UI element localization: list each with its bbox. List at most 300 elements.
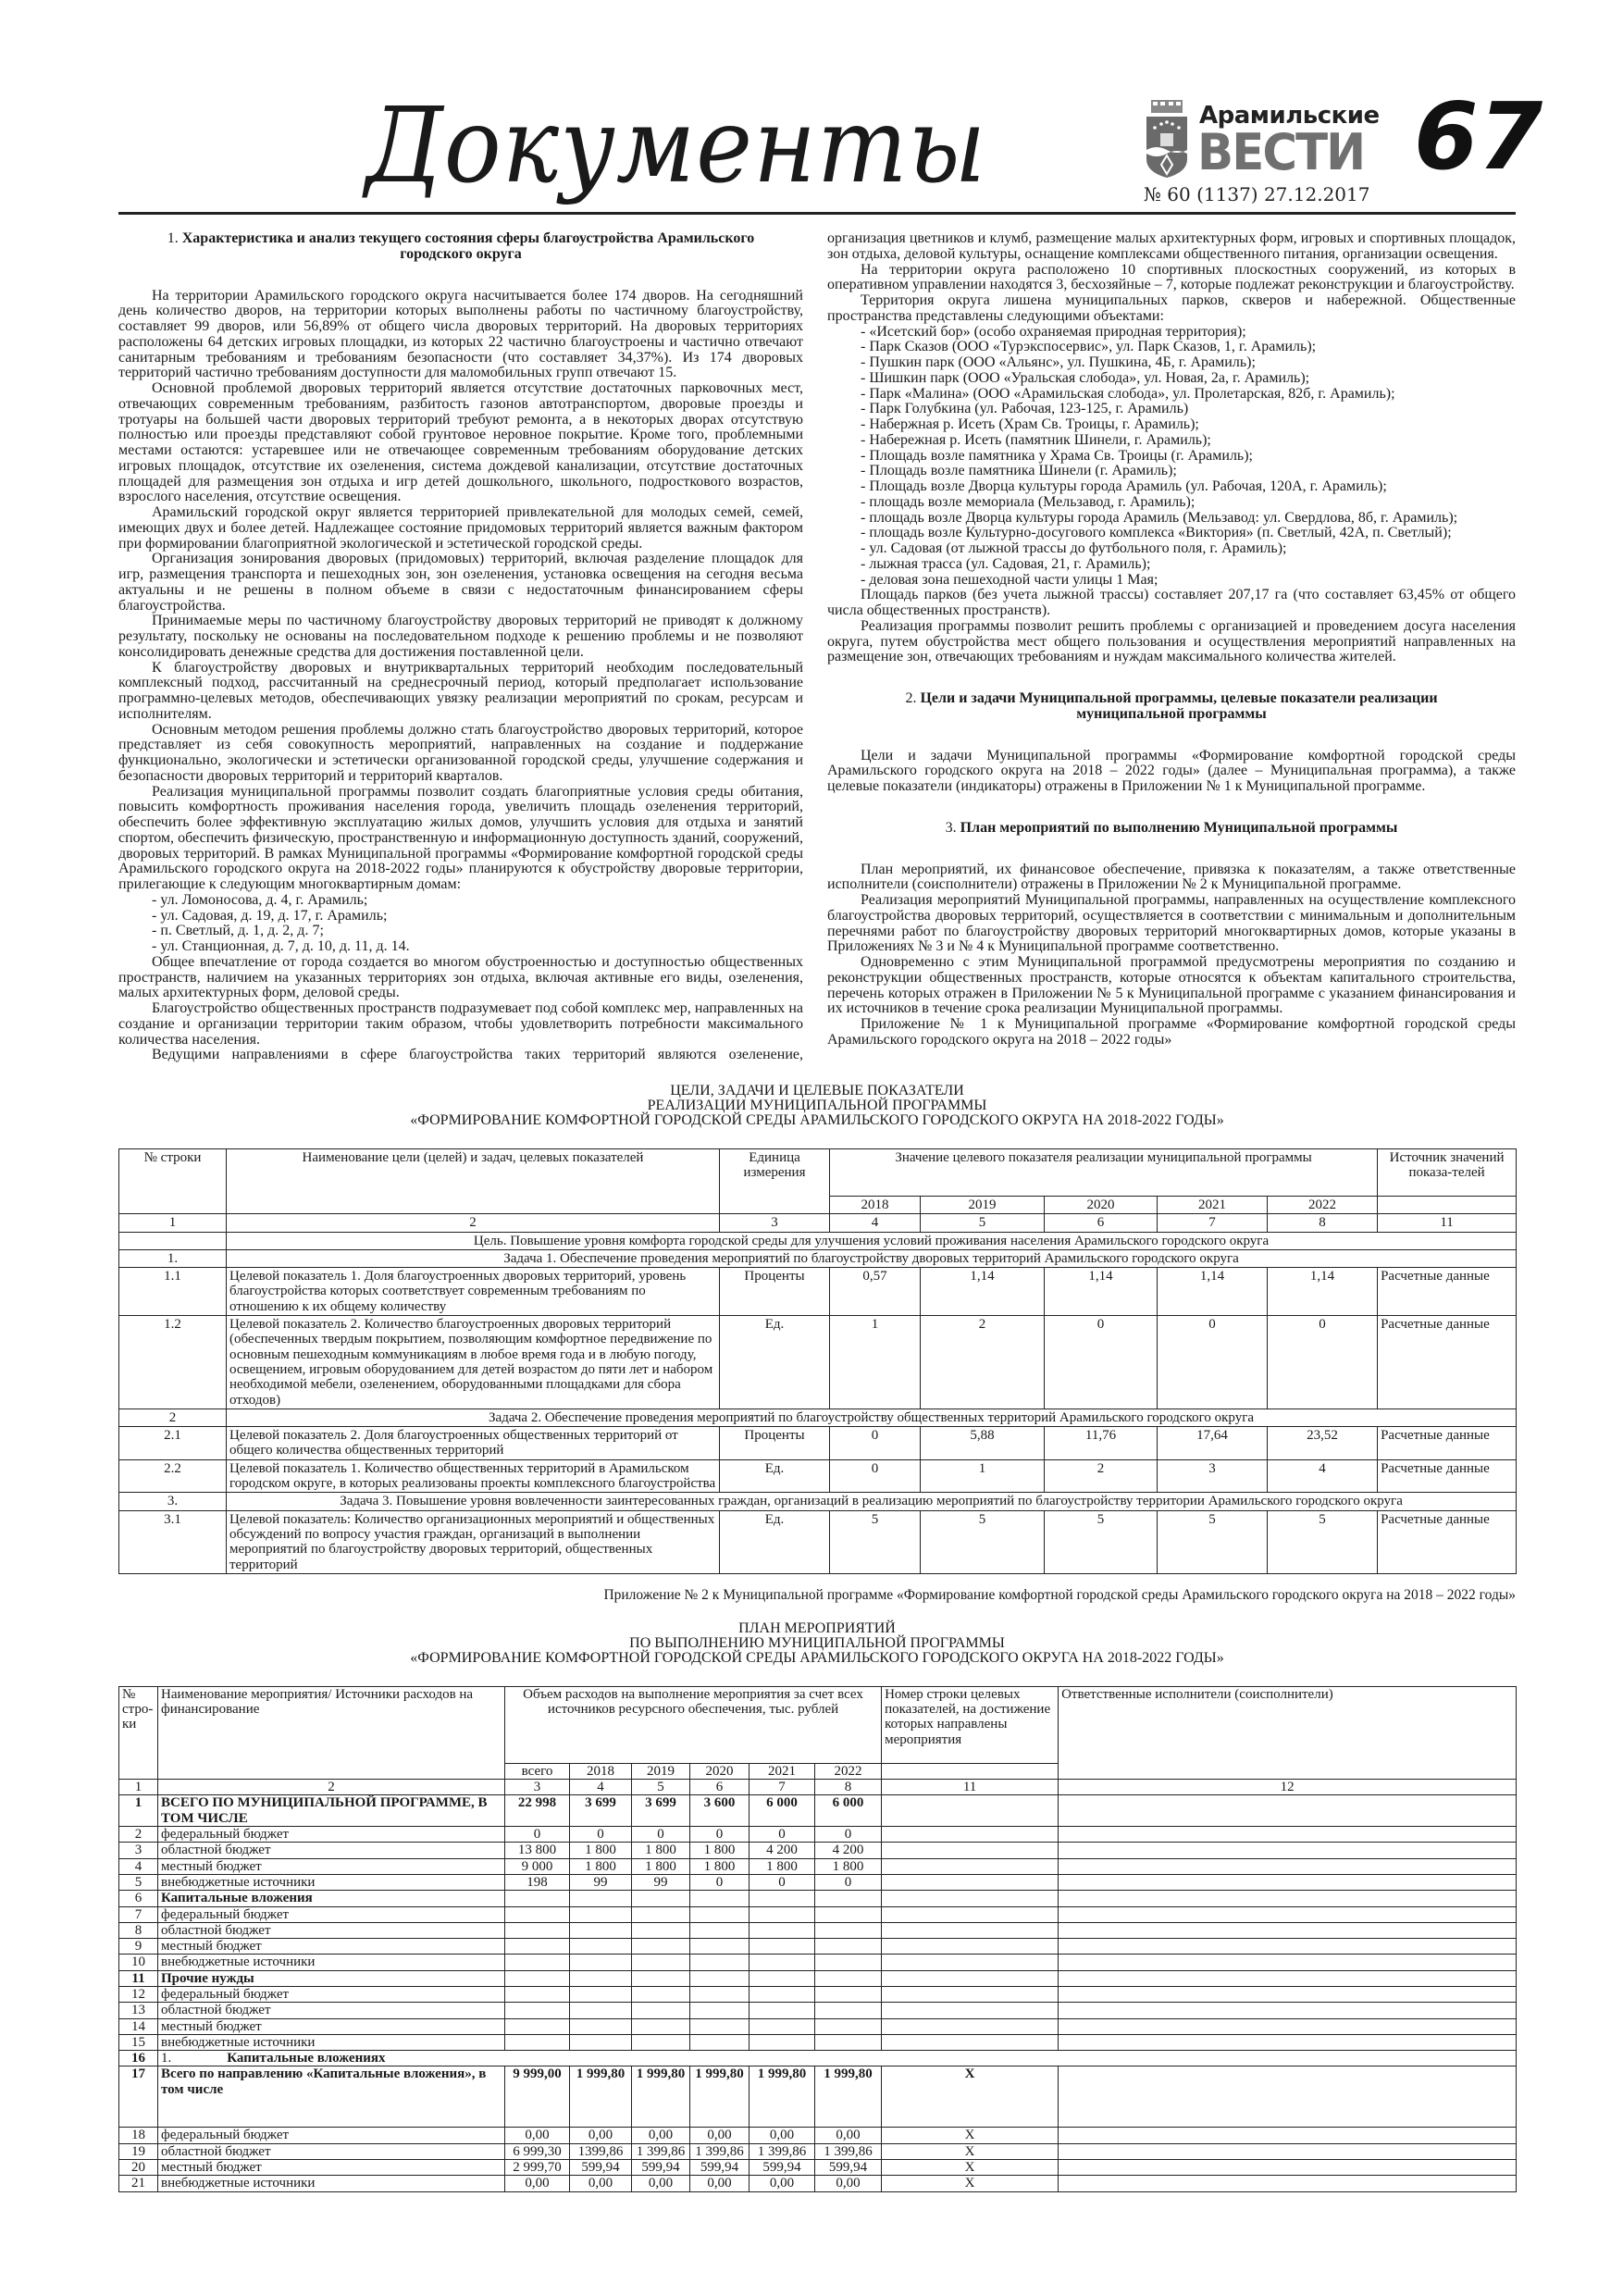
amount-value: 1 800 (815, 1858, 882, 1874)
section-title: Цели и задачи Муниципальной программы, целевые показатели реализации муниципальной программы (920, 690, 1438, 722)
target-row-ref (882, 1986, 1059, 2002)
target-row-ref (882, 2003, 1059, 2018)
target-row-ref (882, 1891, 1059, 1906)
column-number: 3 (505, 1780, 570, 1795)
amount-value: 6 000 (750, 1795, 815, 1827)
amount-value: 0,00 (815, 2176, 882, 2191)
task-title: Задача 3. Повышение уровня вовлеченности заинтересованных граждан, организаций в реализацию мероприятий по благоустройству территории Арамильского городского округа (227, 1493, 1517, 1510)
header-name: Наименование мероприятия/ Источники расходов на финансирование (158, 1686, 505, 1779)
amount-value: 0 (750, 1874, 815, 1890)
row-number: 14 (119, 2018, 158, 2034)
indicator-value: 0 (1045, 1316, 1158, 1409)
target-row-ref (882, 1874, 1059, 1890)
empty-cell (882, 1763, 1059, 1779)
indicator-value: 5 (1158, 1510, 1268, 1573)
paragraph: - Площадь возле Дворца культуры города Арамиль (ул. Рабочая, 120А, г. Арамиль); (861, 478, 1387, 494)
column-number: 5 (921, 1214, 1045, 1232)
amount-value: 1 399,86 (632, 2143, 690, 2159)
task-title: Цель. Повышение уровня комфорта городской среды для улучшения условий проживания населения Арамильского городского округа (227, 1232, 1517, 1249)
column-number: 6 (1045, 1214, 1158, 1232)
row-number: 21 (119, 2176, 158, 2191)
task-row (119, 1493, 1517, 1510)
indicator-value: 3 (1158, 1459, 1268, 1493)
amount-value (815, 2034, 882, 2050)
indicator-value: 2 (1045, 1459, 1158, 1493)
amount-value (570, 2018, 632, 2034)
indicator-value: 5 (830, 1510, 921, 1573)
indicator-value: 5 (1268, 1510, 1378, 1573)
paragraph: - площадь возле мемориала (Мельзавод, г. Арамиль); (861, 493, 1196, 510)
amount-value: 99 (632, 1874, 690, 1890)
spacer (118, 263, 803, 289)
paragraph: Реализация муниципальной программы позволит создать благоприятные условия среды обитания, повысить комфортность проживания населения города, увеличить площадь озеленения территорий, обеспечить более эффективную эксплуатацию жилых домов, улучшить условия для отдыха и занятий спортом, обеспечить физическую, пространственную и информационную доступность зданий, сооружений, дворовых территорий. В рамках Муниципальной программы «Формирование комфортной городской среды Арамильского городского округа на 2018-2022 годы» планируются к обустройству дворовые территории, прилегающие к следующим многоквартирным домам: (118, 783, 803, 892)
source: Расчетные данные (1378, 1510, 1517, 1573)
paragraph: организация цветников и клумб, размещение малых архитектурных форм, игровых и спортивных площадок, зон отдыха, деловой культуры, оснащение комплексами общественного питания, организации освещения. (827, 230, 1516, 262)
amount-value (750, 1986, 815, 2002)
paragraph: - деловая зона пешеходной части улицы 1 Мая; (861, 571, 1158, 588)
amount-value: 0 (505, 1827, 570, 1843)
page-number: 67 (1414, 82, 1543, 191)
amount-value: 0 (690, 1874, 750, 1890)
executor (1059, 1955, 1517, 1970)
amount-value (505, 2034, 570, 2050)
header-unit: Единица измерения (720, 1149, 830, 1214)
task-title: Задача 1. Обеспечение проведения мероприятий по благоустройству дворовых территорий Арамильского городского округа (227, 1249, 1517, 1267)
indicator-name: Целевой показатель: Количество организационных мероприятий и общественных обсуждений по вопросу участия граждан, организаций в выполнении мероприятий по благоустройству дворовых территорий, общественных территорий (227, 1510, 720, 1573)
executor (1059, 2034, 1517, 2050)
source: Расчетные данные (1378, 1427, 1517, 1460)
amount-value: 0,00 (690, 2128, 750, 2143)
row-number: 17 (119, 2066, 158, 2128)
year-header: 2020 (1045, 1197, 1158, 1214)
indicator-value: 0 (830, 1459, 921, 1493)
amount-value (750, 1906, 815, 1922)
unit: Проценты (720, 1268, 830, 1316)
amount-value (690, 1970, 750, 1986)
action-plan-table (118, 1686, 1517, 2192)
target-row-ref (882, 1795, 1059, 1827)
amount-value (690, 2018, 750, 2034)
table1-title (118, 1084, 1516, 1128)
indicator-value: 0 (1158, 1316, 1268, 1409)
indicator-value: 23,52 (1268, 1427, 1378, 1460)
spacer (827, 795, 1516, 821)
logo-text-main: ВЕСТИ (1197, 123, 1365, 181)
indicator-name: Целевой показатель 2. Количество благоустроенных дворовых территорий (обеспеченных твердым покрытием, позволяющим комфортное передвижение по основным пешеходным коммуникациям в любое время года и в любую погоду, освещением, игровым оборудованием для детей возрастом до пяти лет и набором необходимой мебели, озеленением, оборудованными площадками для сбора отходов) (227, 1316, 720, 1409)
indicator-value: 1,14 (1045, 1268, 1158, 1316)
item-name: местный бюджет (158, 1858, 505, 1874)
item-name: областной бюджет (158, 1922, 505, 1938)
amount-value: 9 000 (505, 1858, 570, 1874)
item-name: внебюджетные источники (158, 1874, 505, 1890)
target-row-ref (882, 1906, 1059, 1922)
amount-value (750, 1922, 815, 1938)
section-name: Капитальные вложениях (227, 2051, 386, 2066)
row-number: 1.2 (119, 1316, 227, 1409)
column-number: 7 (750, 1780, 815, 1795)
coat-of-arms-icon (1144, 98, 1190, 180)
section-number: 1. (161, 2051, 172, 2066)
amount-value: 1 999,80 (570, 2066, 632, 2128)
indicator-row (119, 1510, 1517, 1573)
item-name: федеральный бюджет (158, 1986, 505, 2002)
paragraph: - площадь возле Дворца культуры города Арамиль (Мельзавод: ул. Свердлова, 8б, г. Арамиль); (861, 509, 1458, 526)
row-number: 15 (119, 2034, 158, 2050)
amount-value (570, 1906, 632, 1922)
paragraph: - п. Светлый, д. 1, д. 2, д. 7; (152, 923, 324, 939)
appendix2-caption: Приложение № 2 к Муниципальной программе «Формирование комфортной городской среды Арамильского городского округа на 2018 – 2022 годы» (603, 1586, 1516, 1603)
paragraph: - Парк Сказов (ООО «Турэкспосервис», ул. Парк Сказов, 1, г. Арамиль); (861, 339, 1317, 355)
amount-value (750, 2018, 815, 2034)
item-name: Прочие нужды (158, 1970, 505, 1986)
executor (1059, 1858, 1517, 1874)
plan-row (119, 1970, 1517, 1986)
table1-title-line: РЕАЛИЗАЦИИ МУНИЦИПАЛЬНОЙ ПРОГРАММЫ (647, 1098, 987, 1113)
paragraph: Общее впечатление от города создается во многом обустроенностью и доступностью общественных пространств, наличием на указанных территориях зон отдыха, включая активные его виды, озеленения, малых архитектурных форм, деловой среды. (118, 953, 803, 1001)
unit: Ед. (720, 1316, 830, 1409)
row-number: 2 (119, 1827, 158, 1843)
source: Расчетные данные (1378, 1268, 1517, 1316)
row-number: 2.2 (119, 1459, 227, 1493)
indicator-value: 1,14 (921, 1268, 1045, 1316)
amount-value: 0 (632, 1827, 690, 1843)
amount-value: 6 000 (815, 1795, 882, 1827)
table2-title-line: ПО ВЫПОЛНЕНИЮ МУНИЦИПАЛЬНОЙ ПРОГРАММЫ (629, 1634, 1005, 1651)
indicator-value: 5 (1045, 1510, 1158, 1573)
executor (1059, 1939, 1517, 1955)
item-name: Капитальные вложения (158, 1891, 505, 1906)
amount-value: 1 800 (570, 1843, 632, 1858)
logo-text-top: Арамильские (1199, 102, 1380, 130)
plan-row (119, 2034, 1517, 2050)
target-row-ref (882, 2018, 1059, 2034)
amount-value (690, 1891, 750, 1906)
paragraph: - Площадь возле памятника у Храма Св. Троицы (г. Арамиль); (861, 447, 1253, 464)
amount-value: 0,00 (632, 2128, 690, 2143)
amount-value: 1 800 (632, 1858, 690, 1874)
target-row-ref (882, 1827, 1059, 1843)
paragraph: К благоустройству дворовых и внутриквартальных территорий необходим последовательный комплексный подход, рассчитанный на среднесрочный период, который предполагает использование программно-целевых методов, обеспечивающих увязку реализации мероприятий по срокам, ресурсам и исполнителям. (118, 659, 803, 722)
header-num: № стро-ки (119, 1686, 158, 1779)
indicator-value: 5,88 (921, 1427, 1045, 1460)
executor (1059, 1874, 1517, 1890)
amount-value: 0,00 (570, 2128, 632, 2143)
section-heading (118, 231, 803, 263)
amount-value: 9 999,00 (505, 2066, 570, 2128)
paragraph: Приложение № 1 к Муниципальной программе «Формирование комфортной городской среды Арамильского городского округа на 2018 – 2022 годы» (827, 1016, 1516, 1048)
amount-value: 1 399,86 (815, 2143, 882, 2159)
plan-row (119, 1891, 1517, 1906)
target-row-ref (882, 1970, 1059, 1986)
unit: Ед. (720, 1459, 830, 1493)
row-number: 11 (119, 1970, 158, 1986)
right-text-column (827, 231, 1516, 1049)
plan-row (119, 1795, 1517, 1827)
amount-value: 1 800 (632, 1843, 690, 1858)
row-number: 16 (119, 2051, 158, 2066)
plan-row (119, 2018, 1517, 2034)
amount-value (505, 2003, 570, 2018)
amount-value (570, 1891, 632, 1906)
amount-value: 0 (570, 1827, 632, 1843)
amount-value: 1 999,80 (815, 2066, 882, 2128)
target-row-ref (882, 2034, 1059, 2050)
section-heading (827, 691, 1516, 723)
paragraph: План мероприятий, их финансовое обеспечение, привязка к показателям, а также ответственные исполнители (соисполнители) отражены в Приложении № 2 к Муниципальной программе. (827, 861, 1516, 893)
paragraph: - ул. Станционная, д. 7, д. 10, д. 11, д. 14. (152, 938, 410, 954)
row-number: 19 (119, 2143, 158, 2159)
table1-column-numbers-row (119, 1214, 1517, 1232)
task-title: Задача 2. Обеспечение проведения мероприятий по благоустройству общественных территорий Арамильского городского округа (227, 1409, 1517, 1426)
amount-value: 0,00 (815, 2128, 882, 2143)
amount-value: 599,94 (750, 2160, 815, 2176)
paragraph: - «Исетский бор» (особо охраняемая природная территория); (861, 323, 1246, 340)
amount-value: 0,00 (750, 2176, 815, 2191)
row-number: 4 (119, 1858, 158, 1874)
indicator-value: 2 (921, 1316, 1045, 1409)
column-number: 7 (1158, 1214, 1268, 1232)
amount-value: 599,94 (570, 2160, 632, 2176)
task-row (119, 1249, 1517, 1267)
issue-number-date: № 60 (1137) 27.12.2017 (1144, 183, 1370, 205)
column-number: 5 (632, 1780, 690, 1795)
column-number: 2 (158, 1780, 505, 1795)
amount-value (815, 1891, 882, 1906)
amount-value (750, 1939, 815, 1955)
executor (1059, 2176, 1517, 2191)
row-number: 20 (119, 2160, 158, 2176)
amount-value (815, 1906, 882, 1922)
spacer (827, 723, 1516, 749)
header-divider (118, 212, 1516, 215)
section-row (119, 2051, 1517, 2066)
item-name: местный бюджет (158, 2018, 505, 2034)
amount-value (690, 1986, 750, 2002)
target-row-ref (882, 1939, 1059, 1955)
source: Расчетные данные (1378, 1316, 1517, 1409)
amount-value (690, 2003, 750, 2018)
amount-value (505, 1922, 570, 1938)
year-header: 2020 (690, 1763, 750, 1779)
text-columns (118, 231, 1516, 1063)
column-number: 4 (570, 1780, 632, 1795)
executor (1059, 2143, 1517, 2159)
header-source: Источник значений показа-телей (1378, 1149, 1517, 1197)
amount-value: 599,94 (632, 2160, 690, 2176)
row-number: 2 (119, 1409, 227, 1426)
amount-value: 3 699 (632, 1795, 690, 1827)
amount-value (632, 1970, 690, 1986)
row-number: 1 (119, 1795, 158, 1827)
amount-value (750, 2034, 815, 2050)
indicator-name: Целевой показатель 2. Доля благоустроенных общественных территорий от общего количества общественных территорий (227, 1427, 720, 1460)
spacer (827, 665, 1516, 691)
table2-title (118, 1621, 1516, 1666)
year-header: 2019 (921, 1197, 1045, 1214)
amount-value: 1 999,80 (632, 2066, 690, 2128)
indicator-row (119, 1316, 1517, 1409)
item-name: областной бюджет (158, 2143, 505, 2159)
amount-value (505, 1906, 570, 1922)
amount-value: 4 200 (750, 1843, 815, 1858)
paragraph: - Пушкин парк (ООО «Альянс», ул. Пушкина, 4Б, г. Арамиль); (861, 354, 1256, 370)
paragraph: Цели и задачи Муниципальной программы «Формирование комфортной городской среды Арамильского городского округа на 2018 – 2022 годы» (далее – Муниципальная программа), а также целевые показатели (индикаторы) отражены в Приложении № 1 к Муниципальной программе. (827, 747, 1516, 794)
amount-value: 1 800 (570, 1858, 632, 1874)
amount-value (632, 1906, 690, 1922)
amount-value: 0 (690, 1827, 750, 1843)
paragraph: - площадь возле Культурно-досугового комплекса «Виктория» (п. Светлый, 42А, п. Светлый); (861, 525, 1452, 541)
amount-value: 0,00 (505, 2128, 570, 2143)
amount-value: 1399,86 (570, 2143, 632, 2159)
amount-value (505, 1970, 570, 1986)
amount-value: 6 999,30 (505, 2143, 570, 2159)
row-number: 10 (119, 1955, 158, 1970)
indicator-row (119, 1459, 1517, 1493)
column-number: 6 (690, 1780, 750, 1795)
empty-cell (1378, 1197, 1517, 1214)
year-header: 2019 (632, 1763, 690, 1779)
executor (1059, 2128, 1517, 2143)
amount-value (632, 2034, 690, 2050)
row-number: 18 (119, 2128, 158, 2143)
plan-row (119, 1827, 1517, 1843)
paragraph: Арамильский городской округ является территорией привлекательной для молодых семей, семей, имеющих двух и более детей. Надлежащее состояние придомовых территорий является важным фактором при формировании благоприятной экологической и эстетической городской среды. (118, 504, 803, 552)
amount-value (570, 1986, 632, 2002)
target-row-ref (882, 1858, 1059, 1874)
item-name: областной бюджет (158, 1843, 505, 1858)
amount-value: 4 200 (815, 1843, 882, 1858)
amount-value (815, 2003, 882, 2018)
section-rubric-title: Документы (365, 86, 987, 206)
target-row-ref (882, 1843, 1059, 1858)
column-number: 2 (227, 1214, 720, 1232)
table1-title-line: «ФОРМИРОВАНИЕ КОМФОРТНОЙ ГОРОДСКОЙ СРЕДЫ АРАМИЛЬСКОГО ГОРОДСКОГО ОКРУГА НА 2018-2022 ГОДЫ» (410, 1112, 1224, 1128)
amount-value: 1 800 (750, 1858, 815, 1874)
paragraph: - Шишкин парк (ООО «Уральская слобода», ул. Новая, 2а, г. Арамиль); (861, 369, 1310, 386)
paragraph: Основной проблемой дворовых территорий является отсутствие достаточных парковочных мест, отвечающих современным требованиям, разбитость газонов автотранспортом, дворовые проезды и тротуары на большей части дворовых территорий требуют ремонта, а в некоторых дворах отсутствую полностью или проезды представляют собой грунтовое неровное покрытие. Кроме того, проблемными местами остаются: устаревшее или не отвечающее современным требованиям оборудование детских игровых площадок, отсутствие их озеленения, система дождевой канализации, отсутствие достаточных площадей для размещения зон отдыха и игр детей дошкольного, школьного, подросткового возрастов, взрослого населения, отсутствие освещения. (118, 380, 803, 505)
plan-row (119, 1843, 1517, 1858)
section-title (158, 2051, 1517, 2066)
paragraph: Принимаемые меры по частичному благоустройству дворовых территорий не приводят к должному результату, поскольку не основаны на последовательном подходе к решению проблемы и не позволяют консолидировать денежные средства для достижения поставленной цели. (118, 613, 803, 660)
amount-value (750, 1970, 815, 1986)
plan-row (119, 2143, 1517, 2159)
target-row-ref: X (882, 2160, 1059, 2176)
row-number: 5 (119, 1874, 158, 1890)
amount-value: 1 800 (690, 1843, 750, 1858)
amount-value: 0 (815, 1874, 882, 1890)
item-name: местный бюджет (158, 1939, 505, 1955)
row-number: 9 (119, 1939, 158, 1955)
paragraph: - Площадь возле памятника Шинели (г. Арамиль); (861, 463, 1177, 479)
paragraph: Основным методом решения проблемы должно стать благоустройство дворовых территорий, которое представляет из себя совокупность мероприятий, направленных на создание и поддержание функционально, экологически и эстетически организованной городской среды, улучшение содержания и безопасности дворовых территорий и территорий кварталов. (118, 721, 803, 784)
section-number: 2. (905, 690, 917, 706)
target-row-ref (882, 1922, 1059, 1938)
page-body (118, 231, 1516, 2229)
executor (1059, 1986, 1517, 2002)
indicator-name: Целевой показатель 1. Количество общественных территорий в Арамильском городском округе, в которых реализованы проекты комплексного благоустройства (227, 1459, 720, 1493)
paragraph: Одновременно с этим Муниципальной программой предусмотрены мероприятия по созданию и реконструкции общественных пространств, которые относятся к объектам капитального строительства, перечень которых отражен в Приложении № 5 к Муниципальной программе с указанием финансирования и их источников в течение срока реализации Муниципальной программы. (827, 954, 1516, 1017)
source: Расчетные данные (1378, 1459, 1517, 1493)
column-number: 4 (830, 1214, 921, 1232)
amount-value (632, 1986, 690, 2002)
executor (1059, 1843, 1517, 1858)
amount-value (690, 2034, 750, 2050)
unit: Ед. (720, 1510, 830, 1573)
indicator-value: 5 (921, 1510, 1045, 1573)
task-row (119, 1409, 1517, 1426)
plan-row (119, 1955, 1517, 1970)
amount-value (632, 1939, 690, 1955)
item-name: ВСЕГО ПО МУНИЦИПАЛЬНОЙ ПРОГРАММЕ, В ТОМ ЧИСЛЕ (158, 1795, 505, 1827)
amount-value (750, 1891, 815, 1906)
spacer (827, 837, 1516, 863)
paragraph: На территории Арамильского городского округа насчитывается более 174 дворов. На сегодняшний день количество дворов, на территории которых выполнены работы по частичному благоустройству, составляет 99 дворов, или 56,89% от общего числа дворовых территорий. На дворовых территориях расположены 64 детских игровых площадки, из которых 22 частично благоустроены и частично отвечают санитарным требованиям и требованиям безопасности (что составляет 34,37%). Из 174 дворовых территорий частично требованиям доступности для маломобильных групп отвечают 15. (118, 287, 803, 381)
row-number: 3. (119, 1493, 227, 1510)
amount-value (570, 2034, 632, 2050)
paragraph: Площадь парков (без учета лыжной трассы) составляет 207,17 га (что составляет 63,45% от общего числа общественных пространств). (827, 587, 1516, 618)
paragraph: - ул. Садовая (от лыжной трассы до футбольного поля, г. Арамиль); (861, 540, 1287, 556)
amount-value (815, 1986, 882, 2002)
amount-value: 22 998 (505, 1795, 570, 1827)
indicator-row (119, 1427, 1517, 1460)
table1-title-line: ЦЕЛИ, ЗАДАЧИ И ЦЕЛЕВЫЕ ПОКАЗАТЕЛИ (670, 1083, 964, 1098)
item-name: Всего по направлению «Капитальные вложения», в том числе (158, 2066, 505, 2128)
executor (1059, 1795, 1517, 1827)
year-header: всего (505, 1763, 570, 1779)
row-number: 13 (119, 2003, 158, 2018)
amount-value: 2 999,70 (505, 2160, 570, 2176)
row-number (119, 1232, 227, 1249)
amount-value: 599,94 (815, 2160, 882, 2176)
item-name: федеральный бюджет (158, 1827, 505, 1843)
year-header: 2021 (750, 1763, 815, 1779)
indicator-value: 17,64 (1158, 1427, 1268, 1460)
paragraph: - лыжная трасса (ул. Садовая, 21, г. Арамиль); (861, 555, 1151, 572)
header-executors: Ответственные исполнители (соисполнители) (1059, 1686, 1517, 1779)
header-target-rows: Номер строки целевых показателей, на достижение которых направлены мероприятия (882, 1686, 1059, 1763)
amount-value: 1 999,80 (750, 2066, 815, 2128)
amount-value (570, 1922, 632, 1938)
amount-value: 1 999,80 (690, 2066, 750, 2128)
plan-row (119, 1874, 1517, 1890)
table2-column-numbers-row (119, 1780, 1517, 1795)
row-number: 6 (119, 1891, 158, 1906)
year-header: 2022 (1268, 1197, 1378, 1214)
executor (1059, 2003, 1517, 2018)
indicator-value: 1,14 (1268, 1268, 1378, 1316)
column-number: 12 (1059, 1780, 1517, 1795)
amount-value (690, 1939, 750, 1955)
amount-value (750, 2003, 815, 2018)
indicator-row (119, 1268, 1517, 1316)
amount-value: 1 399,86 (690, 2143, 750, 2159)
row-number: 3 (119, 1843, 158, 1858)
plan-row (119, 2003, 1517, 2018)
row-number: 2.1 (119, 1427, 227, 1460)
table2-title-line: ПЛАН МЕРОПРИЯТИЙ (738, 1620, 896, 1636)
paragraph: Реализация программы позволит решить проблемы с организацией и проведением досуга населения округа, путем обустройства мест общего пользования и осуществления мероприятий направленных на размещение зон, отвечающих требованиям и нуждам максимального количества жителей. (827, 617, 1516, 665)
item-name: федеральный бюджет (158, 2128, 505, 2143)
executor (1059, 2160, 1517, 2176)
plan-row (119, 1939, 1517, 1955)
paragraph: На территории округа расположено 10 спортивных плоскостных сооружений, из которых в оперативном управлении находятся 3, бесхозяйные – 7, которые подлежат реконструкции и благоустройству. (827, 261, 1516, 293)
paragraph: - Парк Голубкина (ул. Рабочая, 123-125, г. Арамиль) (861, 401, 1189, 417)
amount-value (632, 1955, 690, 1970)
column-number: 11 (1378, 1214, 1517, 1232)
indicator-value: 0 (830, 1427, 921, 1460)
section-number: 3. (945, 819, 957, 836)
amount-value (632, 1922, 690, 1938)
